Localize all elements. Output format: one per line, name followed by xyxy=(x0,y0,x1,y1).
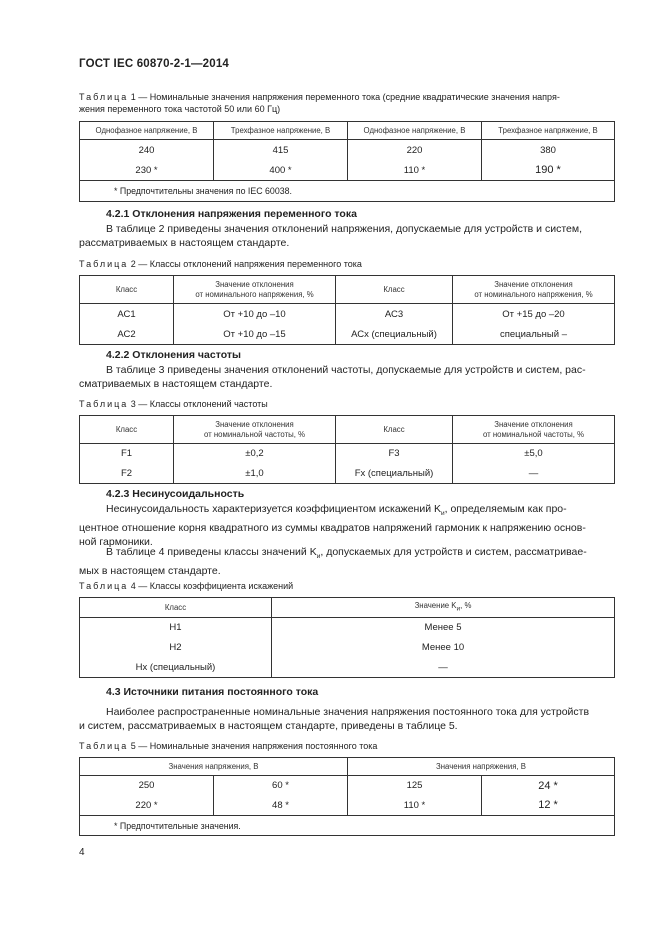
table-4-caption: Таблица 4 — Классы коэффициента искажений xyxy=(79,581,294,591)
table-cell: АСх (специальный) xyxy=(336,325,453,345)
table-note: * Предпочтительны значения по IEC 60038. xyxy=(80,181,615,202)
table-cell: — xyxy=(453,464,615,484)
table-5 xyxy=(79,757,615,836)
table-cell: F3 xyxy=(336,444,453,464)
table-cell: 48 * xyxy=(214,796,348,816)
column-header: Значение $K_и$, % xyxy=(272,598,615,618)
table-row xyxy=(80,140,615,161)
table-row xyxy=(80,796,615,816)
column-header: Значение отклонения от номинальной частоты, % xyxy=(453,416,615,444)
table-2-caption: Таблица 2 — Классы отклонений напряжения переменного тока xyxy=(79,259,362,269)
paragraph: В таблице 2 приведены значения отклонений напряжения, допускаемые для устройств и систем, рассматриваемых в настоящем стандарте. xyxy=(79,223,582,249)
table-cell: 12 * xyxy=(482,796,615,816)
table-cell: 240 xyxy=(80,140,214,161)
table-cell: Нх (специальный) xyxy=(80,658,272,678)
table-cell: АС2 xyxy=(80,325,174,345)
column-header: Трехфазное напряжение, В xyxy=(482,122,615,140)
table-cell: 380 xyxy=(482,140,615,161)
table-1-caption: Таблица 1 — Номинальные значения напряжения переменного тока (средние квадратические значения напря- жения переменного тока частотой 50 или 60 Гц) xyxy=(79,92,560,114)
section-heading: 4.2.1 Отклонения напряжения переменного тока xyxy=(106,208,357,220)
table-cell: 220 * xyxy=(80,796,214,816)
table-cell: 60 * xyxy=(214,776,348,796)
table-cell: — xyxy=(272,658,615,678)
table-note: * Предпочтительные значения. xyxy=(80,816,615,836)
table-row xyxy=(80,618,615,638)
column-header: Значение отклонения от номинального напряжения, % xyxy=(453,276,615,304)
table-cell: 125 xyxy=(348,776,482,796)
paragraph: В таблице 3 приведены значения отклонений частоты, допускаемые для устройств и систем, рас- сматриваемых в настоящем стандарте. xyxy=(79,364,586,390)
table-cell: 220 xyxy=(348,140,482,161)
column-header: Значения напряжения, В xyxy=(348,758,615,776)
table-2 xyxy=(79,275,615,345)
table-1 xyxy=(79,121,615,202)
table-cell: Н1 xyxy=(80,618,272,638)
column-header: Класс xyxy=(336,416,453,444)
table-cell: специальный – xyxy=(453,325,615,345)
table-row xyxy=(80,658,615,678)
column-header: Трехфазное напряжение, В xyxy=(214,122,348,140)
table-cell: ±1,0 xyxy=(174,464,336,484)
table-note-row xyxy=(80,816,615,836)
paragraph: В таблице 4 приведены классы значений $K_и$, допускаемых для устройств и систем, рассматривае- мых в настоящем стандарте. xyxy=(79,546,587,578)
table-row xyxy=(80,638,615,658)
table-4 xyxy=(79,597,615,678)
table-cell: От +10 до –15 xyxy=(174,325,336,345)
table-header-row xyxy=(80,416,615,444)
table-cell: АС3 xyxy=(336,304,453,325)
column-header: Значение отклонения от номинальной частоты, % xyxy=(174,416,336,444)
paragraph: Несинусоидальность характеризуется коэффициентом искажений $K_и$, определяемым как про- центное отношение корня квадратного из суммы квадратов напряжений гармоник к напряжению основ- ной гармоники. xyxy=(79,503,586,549)
column-header: Класс xyxy=(336,276,453,304)
column-header: Класс xyxy=(80,598,272,618)
table-cell: Менее 10 xyxy=(272,638,615,658)
table-cell: 400 * xyxy=(214,161,348,181)
table-cell: 110 * xyxy=(348,161,482,181)
table-cell: 230 * xyxy=(80,161,214,181)
table-cell: F2 xyxy=(80,464,174,484)
section-heading: 4.2.3 Несинусоидальность xyxy=(106,488,245,500)
table-3-caption: Таблица 3 — Классы отклонений частоты xyxy=(79,399,268,409)
table-5-caption: Таблица 5 — Номинальные значения напряжения постоянного тока xyxy=(79,741,378,751)
table-cell: F1 xyxy=(80,444,174,464)
table-row xyxy=(80,444,615,464)
table-cell: ±5,0 xyxy=(453,444,615,464)
table-header-row xyxy=(80,122,615,140)
table-cell: 190 * xyxy=(482,161,615,181)
table-row xyxy=(80,161,615,181)
table-row xyxy=(80,776,615,796)
column-header: Однофазное напряжение, В xyxy=(80,122,214,140)
table-header-row xyxy=(80,598,615,618)
table-cell: 415 xyxy=(214,140,348,161)
table-header-row xyxy=(80,276,615,304)
table-cell: Менее 5 xyxy=(272,618,615,638)
table-header-row xyxy=(80,758,615,776)
column-header: Значение отклонения от номинального напряжения, % xyxy=(174,276,336,304)
table-row xyxy=(80,325,615,345)
table-3 xyxy=(79,415,615,484)
table-note-row xyxy=(80,181,615,202)
table-cell: АС1 xyxy=(80,304,174,325)
table-cell: От +15 до –20 xyxy=(453,304,615,325)
column-header: Класс xyxy=(80,276,174,304)
page-number: 4 xyxy=(79,847,85,858)
column-header: Однофазное напряжение, В xyxy=(348,122,482,140)
table-cell: Н2 xyxy=(80,638,272,658)
document-header: ГОСТ IEC 60870-2-1—2014 xyxy=(79,58,230,70)
table-cell: 110 * xyxy=(348,796,482,816)
table-cell: Fx (специальный) xyxy=(336,464,453,484)
section-heading: 4.3 Источники питания постоянного тока xyxy=(106,686,319,698)
column-header: Класс xyxy=(80,416,174,444)
table-cell: От +10 до –10 xyxy=(174,304,336,325)
table-row xyxy=(80,464,615,484)
table-row xyxy=(80,304,615,325)
table-cell: 24 * xyxy=(482,776,615,796)
table-cell: 250 xyxy=(80,776,214,796)
table-cell: ±0,2 xyxy=(174,444,336,464)
column-header: Значения напряжения, В xyxy=(80,758,348,776)
section-heading: 4.2.2 Отклонения частоты xyxy=(106,349,241,361)
paragraph: Наиболее распространенные номинальные значения напряжения постоянного тока для устройств и систем, рассматриваемых в настоящем стандарте, приведены в таблице 5. xyxy=(79,706,590,732)
